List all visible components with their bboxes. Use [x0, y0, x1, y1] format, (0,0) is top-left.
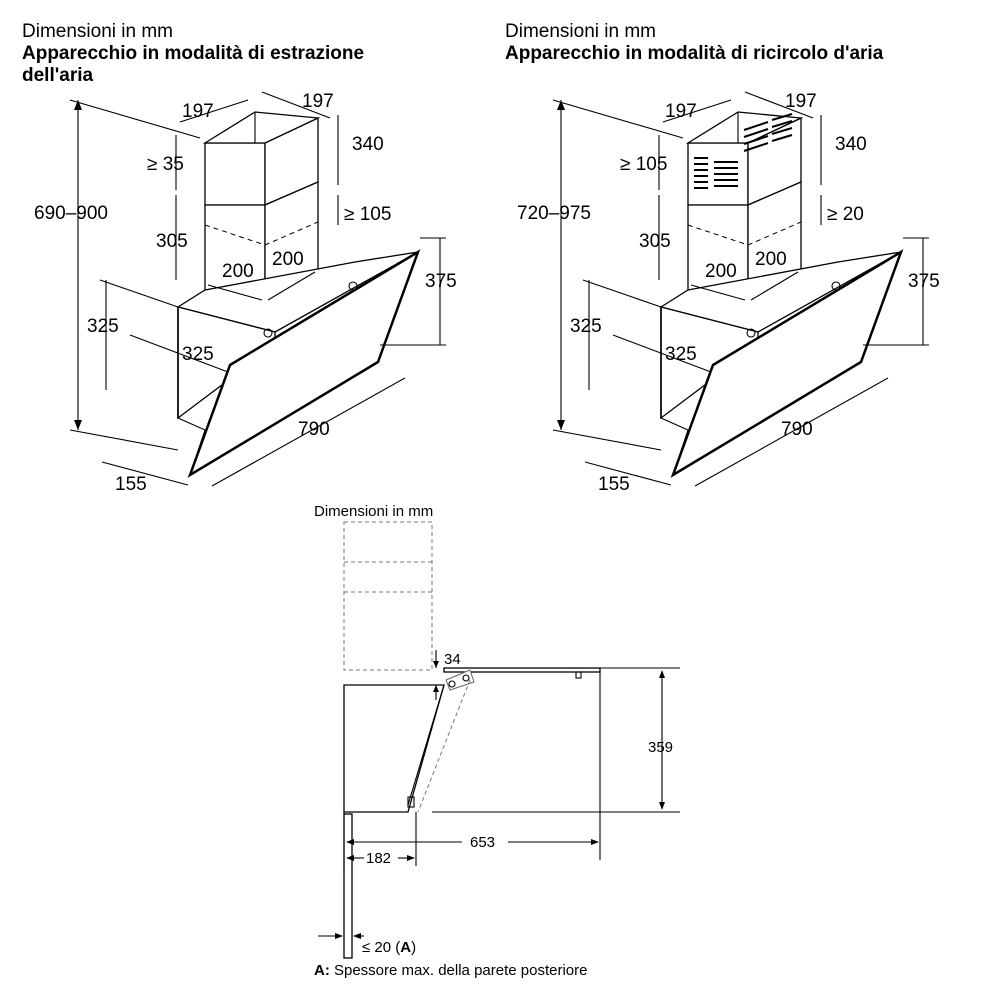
right-dim-body-height: 325 — [570, 316, 602, 337]
left-dim-duct-width: 200 — [222, 261, 254, 282]
right-title-line1: Apparecchio in modalità di ricircolo d'aria — [505, 43, 884, 64]
left-dim-upper-height: 340 — [352, 134, 384, 155]
left-title-line1: Apparecchio in modalità di estrazione — [22, 43, 365, 64]
left-dim-gap-top: ≥ 35 — [147, 154, 184, 175]
right-dim-gap-mid: ≥ 20 — [827, 204, 864, 225]
right-dim-upper-height: 340 — [835, 134, 867, 155]
right-dim-total-height: 720–975 — [517, 203, 591, 224]
right-dim-duct-width: 200 — [705, 261, 737, 282]
right-dim-depth: 155 — [598, 474, 630, 495]
left-dim-depth: 155 — [115, 474, 147, 495]
left-caption: Dimensioni in mm — [22, 21, 173, 42]
right-dim-duct-depth: 200 — [755, 249, 787, 270]
side-dim-depth: 653 — [470, 834, 496, 851]
right-dim-body-depth: 325 — [665, 344, 697, 365]
side-dim-offset: 182 — [366, 850, 392, 867]
left-dim-total-height: 690–900 — [34, 203, 108, 224]
side-legend: A: Spessore max. della parete posteriore — [314, 962, 588, 979]
right-dim-chimney-depth: 197 — [785, 91, 817, 112]
right-hood-drawing — [517, 91, 940, 495]
right-dim-width: 790 — [781, 419, 813, 440]
left-dim-chimney-width: 197 — [182, 101, 214, 122]
left-title-line2: dell'aria — [22, 65, 94, 86]
side-dim-hinge-gap: 34 — [444, 651, 461, 668]
left-hood-drawing — [34, 91, 457, 495]
right-dim-glass-height: 375 — [908, 271, 940, 292]
side-view-drawing — [314, 503, 680, 979]
left-dim-lower-height: 305 — [156, 231, 188, 252]
left-dim-glass-height: 375 — [425, 271, 457, 292]
right-dim-lower-height: 305 — [639, 231, 671, 252]
left-dim-body-depth: 325 — [182, 344, 214, 365]
right-dim-chimney-width: 197 — [665, 101, 697, 122]
left-dim-chimney-depth: 197 — [302, 91, 334, 112]
left-dim-duct-depth: 200 — [272, 249, 304, 270]
side-caption: Dimensioni in mm — [314, 503, 434, 520]
right-dim-gap-top: ≥ 105 — [620, 154, 668, 175]
left-dim-body-height: 325 — [87, 316, 119, 337]
left-dim-width: 790 — [298, 419, 330, 440]
right-caption: Dimensioni in mm — [505, 21, 656, 42]
side-dim-height: 359 — [648, 739, 674, 756]
left-dim-gap-mid: ≥ 105 — [344, 204, 392, 225]
side-wall-note: ≤ 20 (A) — [362, 939, 417, 956]
